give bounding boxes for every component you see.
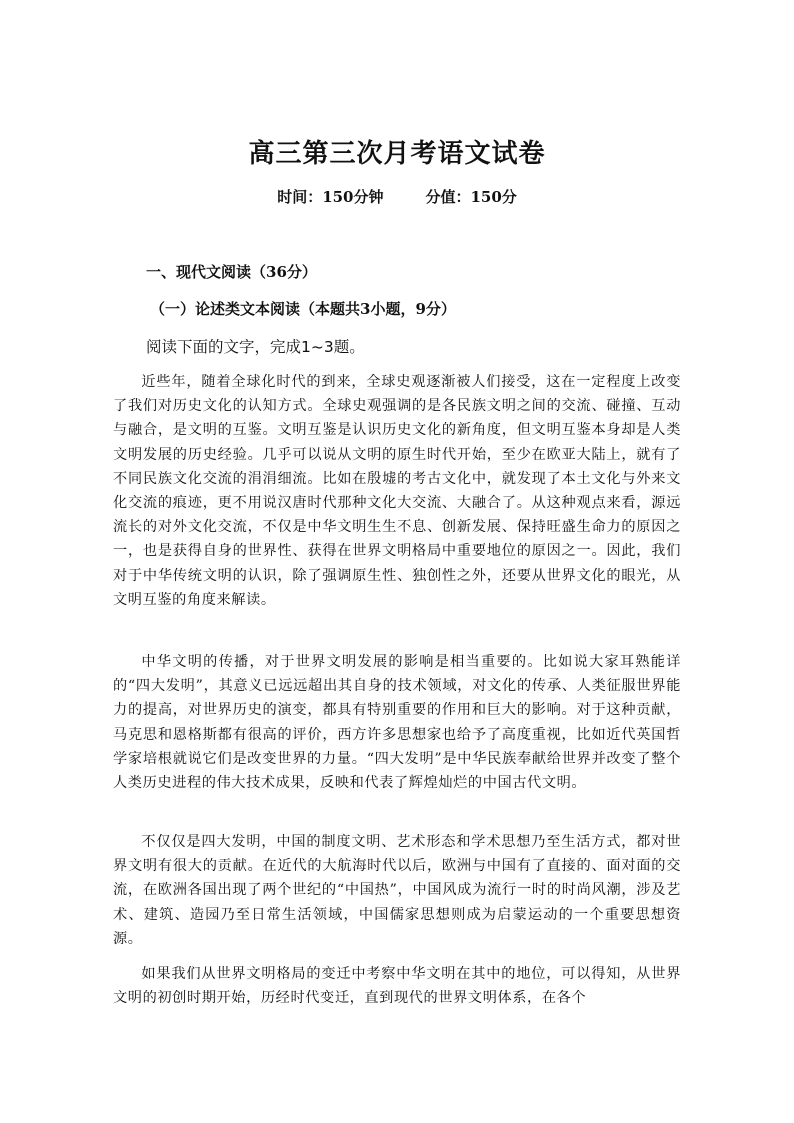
score-label: 分值：150分	[425, 188, 517, 206]
paragraph: 不仅仅是四大发明，中国的制度文明、艺术形态和学术思想乃至生活方式，都对世界文明有很大的贡献。在近代的大航海时代以后，欧洲与中国有了直接的、面对面的交流，在欧洲各国出现了两个世纪的“中国热”，中国风成为流行一时的时尚风潮，涉及艺术、建筑、造园乃至日常生活领域，中国儒家思想则成为启蒙运动的一个重要思想资源。	[113, 834, 681, 947]
section-heading: 一、现代文阅读（36分）	[146, 263, 317, 281]
time-label: 时间：150分钟	[277, 188, 384, 206]
subsection-heading: （一）论述类文本阅读（本题共3小题，9分）	[150, 300, 456, 318]
exam-title: 高三第三次月考语文试卷	[248, 139, 546, 169]
paragraph: 中华文明的传播，对于世界文明发展的影响是相当重要的。比如说大家耳熟能详的“四大发明”，其意义已远远超出其自身的技术领域，对文化的传承、人类征服世界能力的提高，对世界历史的演变，都具有特别重要的作用和巨大的影响。对于这种贡献，马克思和恩格斯都有很高的评价，西方许多思想家也给予了高度重视，比如近代英国哲学家培根就说它们是改变世界的力量。“四大发明”是中华民族奉献给世界并改变了整个人类历史进程的伟大技术成果，反映和代表了辉煌灿烂的中国古代文明。	[113, 654, 681, 792]
exam-meta	[0, 186, 794, 208]
paragraph: 如果我们从世界文明格局的变迁中考察中华文明在其中的地位，可以得知，从世界文明的初创时期开始，历经时代变迁，直到现代的世界文明体系，在各个	[113, 966, 681, 1007]
reading-instruction: 阅读下面的文字，完成1~3题。	[146, 338, 365, 356]
paragraph: 近些年，随着全球化时代的到来，全球史观逐渐被人们接受，这在一定程度上改变了我们对历史文化的认知方式。全球史观强调的是各民族文明之间的交流、碰撞、互动与融合，是文明的互鉴。文明互鉴是认识历史文化的新角度，但文明互鉴本身却是人类文明发展的历史经验。几乎可以说从文明的原生时代开始，至少在欧亚大陆上，就有了不同民族文化交流的涓涓细流。比如在殷墟的考古文化中，就发现了本土文化与外来文化交流的痕迹，更不用说汉唐时代那种文化大交流、大融合了。从这种观点来看，源远流长的对外文化交流，不仅是中华文明生生不息、创新发展、保持旺盛生命力的原因之一，也是获得自身的世界性、获得在世界文明格局中重要地位的原因之一。因此，我们对于中华传统文明的认识，除了强调原生性、独创性之外，还要从世界文化的眼光，从文明互鉴的角度来解读。	[113, 374, 681, 608]
